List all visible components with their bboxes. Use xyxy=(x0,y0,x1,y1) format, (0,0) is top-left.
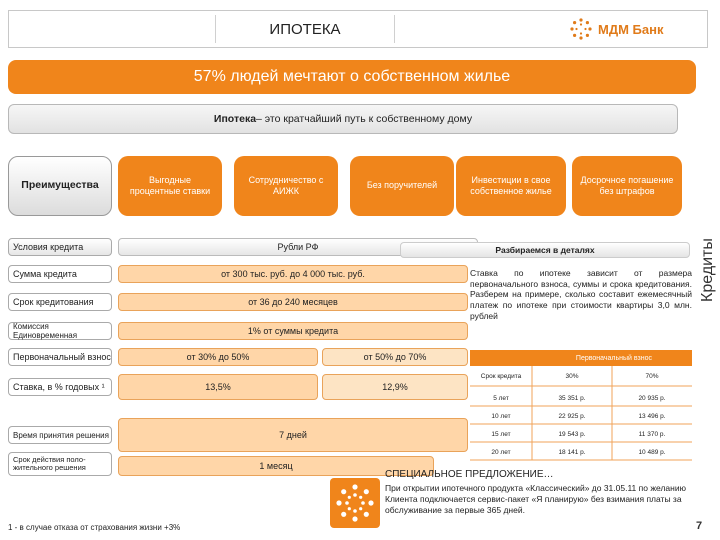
footnote: 1 - в случае отказа от страхования жизни +3% xyxy=(8,523,181,532)
advantage-no-guarantors: Без поручителей xyxy=(350,156,454,216)
condition-value-rate-a: 13,5% xyxy=(118,374,318,400)
page-title: ИПОТЕКА xyxy=(215,15,395,43)
table-group-header: Первоначальный взнос xyxy=(470,350,692,366)
table-cell-a: 18 141 р. xyxy=(558,448,586,456)
condition-value-downpayment-b: от 50% до 70% xyxy=(322,348,468,366)
special-offer-text: При открытии ипотечного продукта «Классический» до 31.05.11 по желанию Клиента подключается сервис-пакет «Я планирую» без взимания платы за обслуживание за первые 365 дней. xyxy=(385,483,686,516)
advantage-investment: Инвестиции в свое собственное жилье xyxy=(456,156,566,216)
special-offer-title: СПЕЦИАЛЬНОЕ ПРЕДЛОЖЕНИЕ… xyxy=(385,469,554,480)
condition-value-decision-time: 7 дней xyxy=(118,418,468,452)
side-tab-label: Кредиты xyxy=(699,238,716,302)
sunburst-icon xyxy=(335,483,375,523)
page-number: 7 xyxy=(696,520,703,532)
table-cell-term: 15 лет xyxy=(491,430,511,438)
subheadline-bold: Ипотека xyxy=(213,113,257,125)
advantage-early-repayment: Досрочное погашение без штрафов xyxy=(572,156,682,216)
side-tab-credits[interactable] xyxy=(696,190,720,350)
advantages-label: Преимущества xyxy=(8,156,112,216)
table-header-col-b: 70% xyxy=(645,372,659,380)
condition-label-amount: Сумма кредита xyxy=(8,265,112,283)
table-cell-b: 20 935 р. xyxy=(638,394,666,402)
condition-label-downpayment: Первоначальный взнос xyxy=(8,348,112,366)
special-offer-logo xyxy=(330,478,380,528)
condition-label-validity: Срок действия поло-жительного решения xyxy=(8,452,112,476)
table-cell-b: 11 370 р. xyxy=(638,430,666,438)
advantage-aizhk: Сотрудничество с АИЖК xyxy=(234,156,338,216)
table-cell-term: 10 лет xyxy=(491,412,511,420)
table-cell-a: 22 925 р. xyxy=(558,412,586,420)
table-header-term: Срок кредита xyxy=(480,372,522,380)
details-header: Разбираемся в деталях xyxy=(400,242,690,258)
table-cell-term: 20 лет xyxy=(491,448,511,456)
condition-label-decision-time: Время принятия решения xyxy=(8,426,112,444)
details-text: Ставка по ипотеке зависит от размера первоначального взноса, суммы и срока кредитования. Разберем на примере, сколько составит ежемесячный платеж по ипотеке при стоимости квартиры 3,0 млн. рублей xyxy=(470,268,692,321)
table-cell-a: 19 543 р. xyxy=(558,430,586,438)
condition-value-amount: от 300 тыс. руб. до 4 000 тыс. руб. xyxy=(118,265,468,283)
conditions-header-currency: Рубли РФ xyxy=(118,238,478,256)
special-offer xyxy=(385,468,695,516)
condition-label-term: Срок кредитования xyxy=(8,293,112,311)
advantage-rates: Выгодные процентные ставки xyxy=(118,156,222,216)
table-cell-a: 35 351 р. xyxy=(558,394,586,402)
table-cell-term: 5 лет xyxy=(493,394,509,402)
condition-label-rate: Ставка, в % годовых ¹ xyxy=(8,378,112,396)
table-cell-b: 10 489 р. xyxy=(638,448,666,456)
table-header-col-a: 30% xyxy=(565,372,579,380)
headline-banner: 57% людей мечтают о собственном жилье xyxy=(8,60,696,94)
condition-label-commission: Комиссия Единовременная xyxy=(8,322,112,340)
condition-value-term: от 36 до 240 месяцев xyxy=(118,293,468,311)
condition-value-validity: 1 месяц xyxy=(118,456,434,476)
subheadline-text: – это кратчайший путь к собственному дому xyxy=(256,113,473,125)
condition-value-commission: 1% от суммы кредита xyxy=(118,322,468,340)
sunburst-icon xyxy=(570,18,592,40)
brand-logo xyxy=(570,14,690,44)
conditions-header-label: Условия кредита xyxy=(8,238,112,256)
condition-value-rate-b: 12,9% xyxy=(322,374,468,400)
table-grid xyxy=(470,366,692,464)
brand-name: МДМ Банк xyxy=(598,21,664,37)
condition-value-downpayment-a: от 30% до 50% xyxy=(118,348,318,366)
subheadline-bar xyxy=(8,104,678,134)
table-cell-b: 13 496 р. xyxy=(638,412,666,420)
